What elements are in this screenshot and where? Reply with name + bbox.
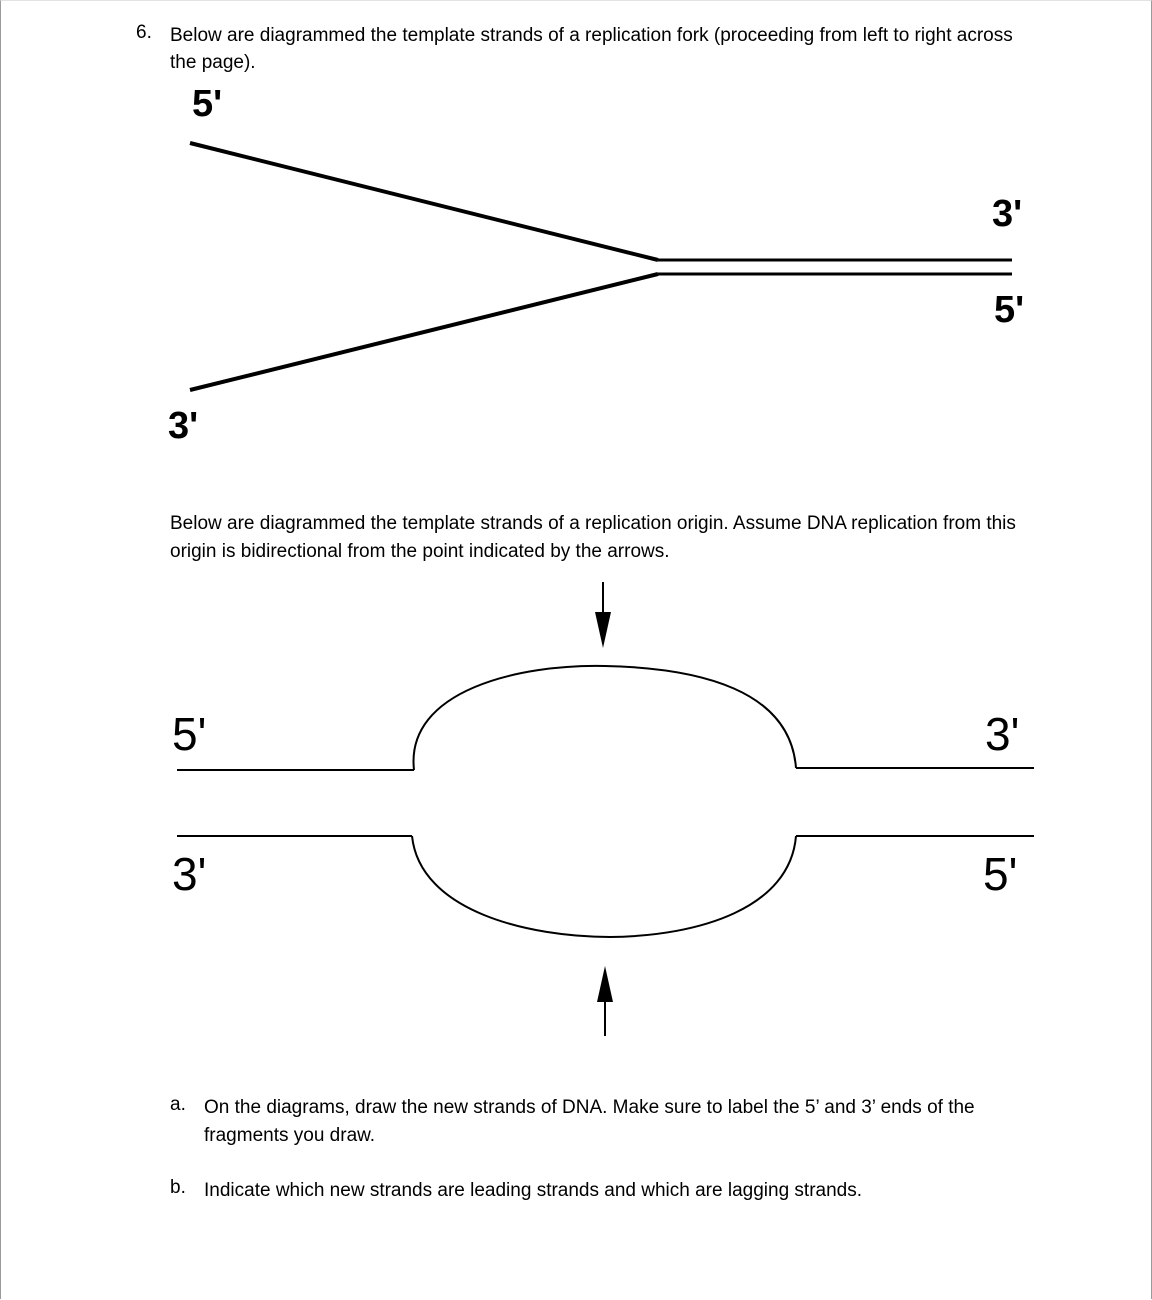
- origin-top-left-label: 5': [172, 708, 207, 760]
- replication-fork-diagram: [0, 80, 1152, 460]
- question-number: 6.: [136, 22, 152, 43]
- replication-origin-diagram: [0, 575, 1152, 1045]
- origin-intro: Below are diagrammed the template strands of a replication origin. Assume DNA replication from this origin is bidirectional from the point indicated by the arrows.: [170, 513, 1016, 562]
- question-intro: Below are diagrammed the template strands of a replication fork (proceeding from left to right across the page).: [170, 25, 1013, 73]
- origin-bubble-top-arc: [414, 666, 796, 770]
- part-a-text: On the diagrams, draw the new strands of DNA. Make sure to label the 5’ and 3’ ends of the fragments you draw.: [204, 1097, 975, 1146]
- fork-top-left-label: 5': [192, 83, 223, 125]
- fork-bottom-template-arm: [190, 274, 658, 390]
- fork-bottom-left-label: 3': [168, 405, 199, 447]
- origin-top-right-label: 3': [985, 708, 1020, 760]
- part-b-label: b.: [170, 1177, 186, 1198]
- origin-bubble-bottom-arc: [412, 836, 796, 937]
- fork-top-template-arm: [190, 143, 658, 260]
- fork-right-bottom-label: 5': [994, 289, 1025, 331]
- fork-right-top-label: 3': [992, 193, 1023, 235]
- origin-bottom-right-label: 5': [983, 848, 1018, 900]
- part-b-text: Indicate which new strands are leading strands and which are lagging strands.: [204, 1180, 862, 1201]
- origin-bottom-arrow-icon: [597, 966, 613, 1002]
- part-a-label: a.: [170, 1094, 186, 1115]
- origin-bottom-left-label: 3': [172, 848, 207, 900]
- origin-top-arrow-icon: [595, 612, 611, 648]
